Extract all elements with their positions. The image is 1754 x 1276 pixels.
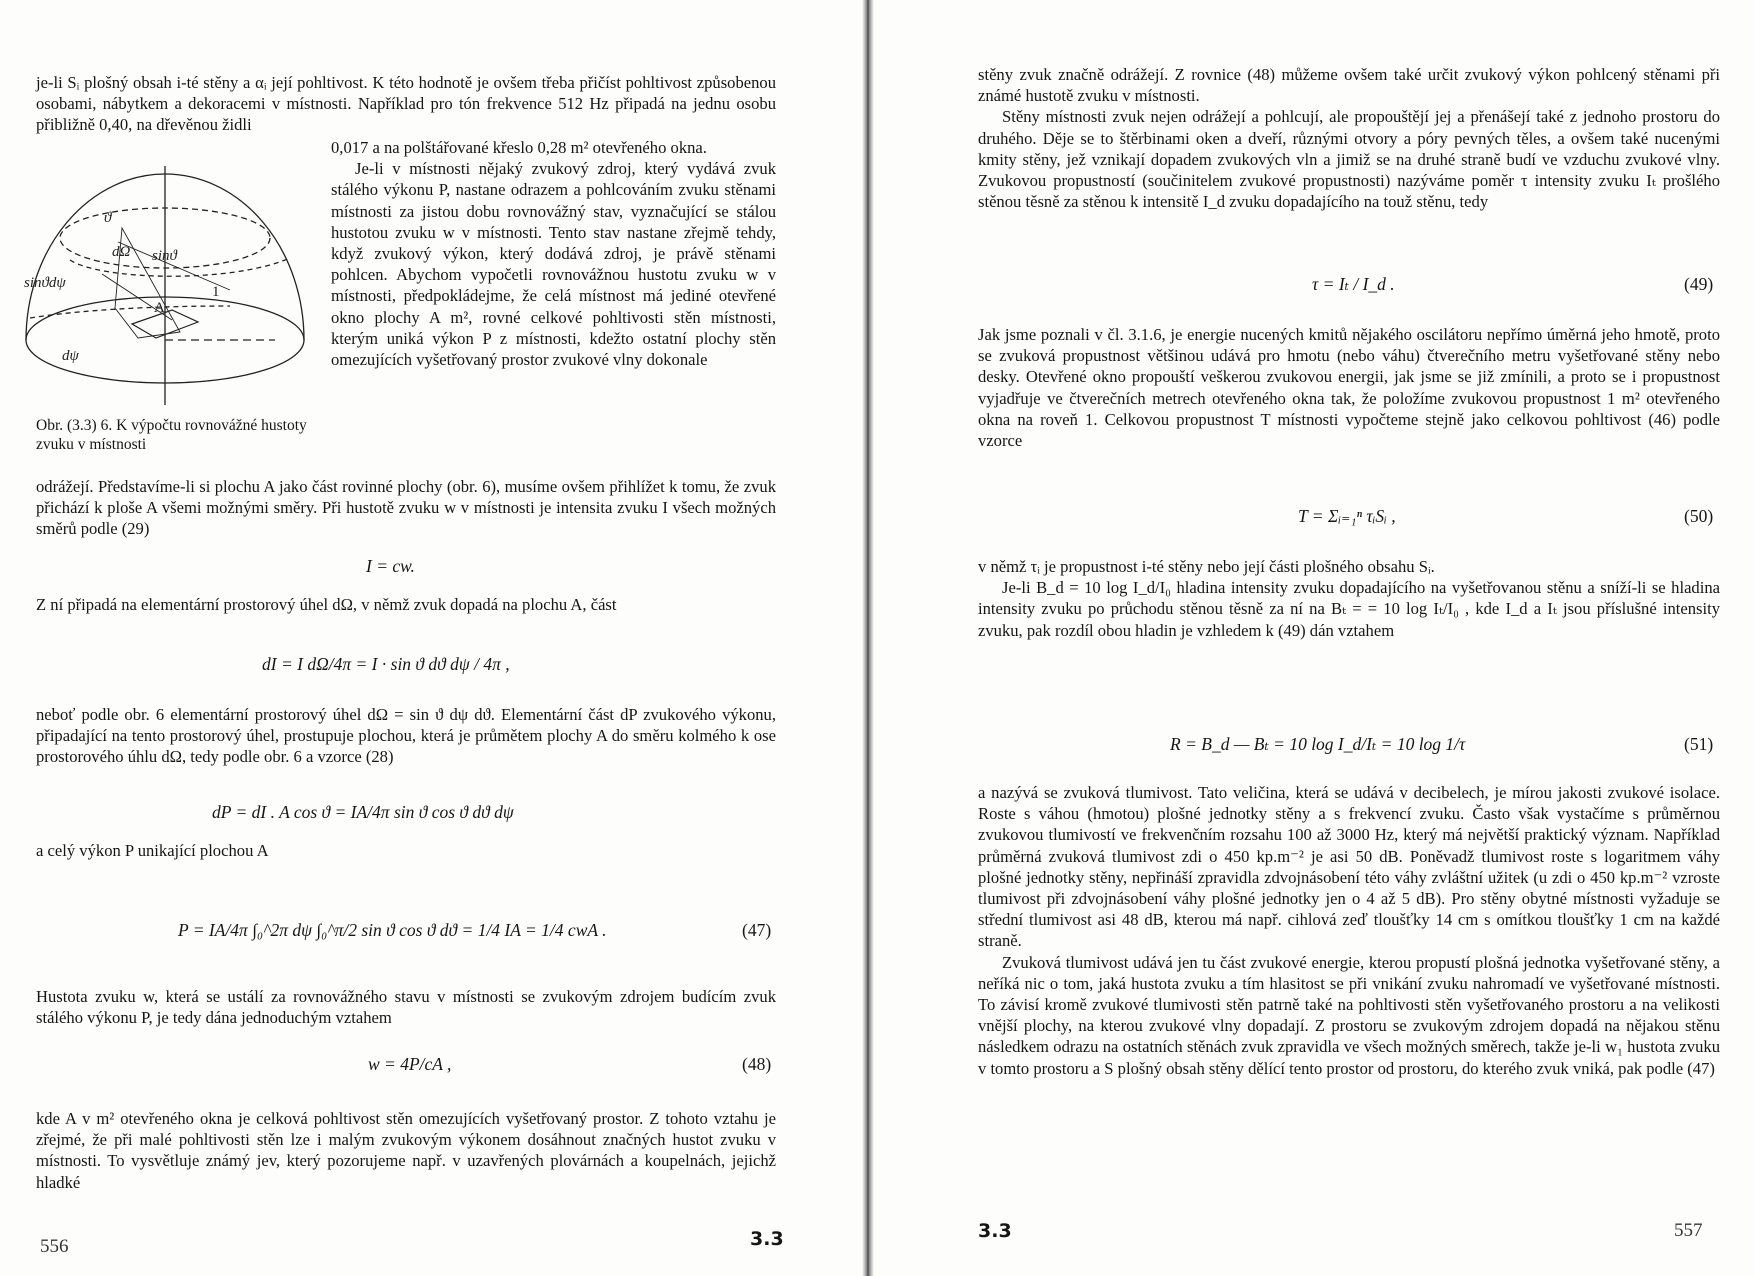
equation-R: R = B_d — Bₜ = 10 log I_d/Iₜ = 10 log 1/τ bbox=[1170, 734, 1466, 754]
equation-T: T = Σᵢ₌₁ⁿ τᵢSᵢ , bbox=[1298, 506, 1396, 526]
page-number-right: 557 bbox=[1674, 1220, 1703, 1241]
equation-dP: dP = dI . A cos ϑ = IA/4π sin ϑ cos ϑ dϑ dψ bbox=[212, 802, 514, 822]
paragraph: Z ní připadá na elementární prostorový úhel dΩ, v němž zvuk dopadá na plochu A, část bbox=[36, 595, 617, 614]
paragraph: 0,017 a na polštářované křeslo 0,28 m² otevřeného okna. bbox=[331, 138, 707, 157]
left-para-3 bbox=[36, 594, 776, 615]
right-page bbox=[874, 0, 1754, 1276]
paragraph: a nazývá se zvuková tlumivost. Tato veličina, která se udává v decibelech, je mírou jakosti zvukové isolace. Roste s váhou (hmotou) plošné jednotky stěny a s frekvencí zvuku. Často však vystačíme s průměrnou zvukovou tlumivostí ve frekvenčním rozsahu 100 až 3000 Hz, který má největší praktický význam. Například průměrná zvuková tlumivost zdi o 450 kp.m⁻² je asi 50 dB. Poněvadž tlumivost roste s logaritmem váhy plošné jednotky stěny, nepřináší zpravidla zdvojnásobení této váhy zvláštní užitek (u zdi o 450 kp.m⁻² vzroste tlumivost při zdvojnásobení váhy plošné jednotky jen o 4 až 5 dB). Pro stěny obytné místnosti vyžaduje se střední tlumivost asi 48 dB, kterou má např. cihlová zeď tloušťky 14 cm s omítkou tloušťky 1 cm na každé straně. bbox=[978, 783, 1720, 951]
equation-number-50: (50) bbox=[1684, 506, 1714, 526]
equation-tau: τ = Iₜ / I_d . bbox=[1312, 274, 1395, 294]
paragraph: Je-li v místnosti nějaký zvukový zdroj, který vydává zvuk stálého výkonu P, nastane odrazem a pohlcováním zvuku stěnami místnosti za jistou dobu rovnovážný stav, vyznačující se stálou hustotou zvuku w v místnosti. Tento stav nastane zřejmě tehdy, když zvukový výkon, který dodává zdroj, je právě stěnami pohlcen. Abychom vypočetli rovnovážnou hustotu zvuku w v místnosti, předpokládejme, že celá místnost má jediné otevřené okno plochy A m², rovné celkové pohltivosti stěn místnosti, kterým uniká výkon P z místnosti, kdežto ostatní plochy stěn omezujících vyšetřovaný prostor zvukové vlny dokonale bbox=[331, 159, 776, 370]
equation-P: P = IA/4π ∫₀^2π dψ ∫₀^π/2 sin ϑ cos ϑ dϑ = 1/4 IA = 1/4 cwA . bbox=[178, 920, 607, 940]
left-para-5 bbox=[36, 840, 776, 861]
right-para-6 bbox=[978, 782, 1720, 1079]
left-para-6 bbox=[36, 986, 776, 1028]
label-one: 1 bbox=[212, 284, 220, 300]
section-number-right: 3.3 bbox=[978, 1220, 1012, 1242]
figure-caption: Obr. (3.3) 6. K výpočtu rovnovážné hustoty zvuku v místnosti bbox=[36, 417, 307, 453]
label-dOmega: dΩ bbox=[112, 244, 131, 260]
hemisphere-figure bbox=[20, 160, 320, 420]
page-number-left: 556 bbox=[40, 1236, 69, 1257]
left-para-7 bbox=[36, 1108, 776, 1193]
equation-w: w = 4P/cA , bbox=[368, 1054, 452, 1074]
equation-number-51: (51) bbox=[1684, 734, 1714, 754]
section-number-left: 3.3 bbox=[750, 1228, 784, 1250]
paragraph: Jak jsme poznali v čl. 3.1.6, je energie nucených kmitů nějakého oscilátoru nepřímo úměrná jeho hmotě, proto se zvuková propustnost většinou udává pro hmotu (nebo váhu) čtverečního metru vyšetřované stěny nebo desky. Otevřené okno propouští veškerou zvukovou energii, jak jsme se již zmínili, a proto se i propustnost vyjadřuje ve čtverečních metrech otevřeného okna tak, že položíme zvukovou propustnost 1 m² otevřeného okna na roveň 1. Celkovou propustnost T místnosti vypočteme stejně jako celkovou pohltivost (46) podle vzorce bbox=[978, 325, 1720, 451]
left-para-2-cont bbox=[36, 476, 776, 540]
label-dpsi: dψ bbox=[62, 348, 79, 364]
paragraph: Stěny místnosti zvuk nejen odrážejí a pohlcují, ale propouštějí jej a přenášejí také z jednoho prostoru do druhého. Děje se to štěrbinami oken a dveří, různými otvory a póry pevných těles, a ovšem také nucenými kmity stěny, jež vznikají dopadem zvukových vln a jimiž se na druhé straně budí ve vzduchu zvukové vlny. Zvukovou propustností (součinitelem zvukové propustnosti) nazýváme poměr τ intensity zvuku Iₜ prošlého stěnou těsně za stěnou k intensitě I_d zvuku dopadajícího na touž stěnu, tedy bbox=[978, 107, 1720, 212]
book-gutter bbox=[862, 0, 874, 1276]
paragraph: odrážejí. Představíme-li si plochu A jako část rovinné plochy (obr. 6), musíme ovšem přihlížet k tomu, že zvuk přichází k ploše A všemi možnými směry. Při hustotě zvuku w v místnosti je intensita zvuku I všech možných směrů podle (29) bbox=[36, 477, 776, 539]
label-sin-theta-dpsi: sinϑdψ bbox=[24, 275, 66, 291]
paragraph: je-li Sᵢ plošný obsah i-té stěny a αᵢ její pohltivost. K této hodnotě je ovšem třeba přičíst pohltivost způsobenou osobami, nábytkem a dekoracemi v místnosti. Například pro tón frekvence 512 Hz připadá na jednu osobu přibližně 0,40, na dřevěnou židli bbox=[36, 73, 776, 135]
equation-number-48: (48) bbox=[742, 1054, 772, 1074]
paragraph: neboť podle obr. 6 elementární prostorový úhel dΩ = sin ϑ dψ dϑ. Elementární část dP zvukového výkonu, připadající na tento prostorový úhel, prostupuje plochou, která je průmětem plochy A do směru kolmého k ose prostorového úhlu dΩ, tedy podle obr. 6 a vzorce (28) bbox=[36, 705, 776, 767]
equation-dI: dI = I dΩ/4π = I · sin ϑ dϑ dψ / 4π , bbox=[262, 654, 510, 674]
paragraph: stěny zvuk značně odrážejí. Z rovnice (48) můžeme ovšem také určit zvukový výkon pohlcený stěnami při známé hustotě zvuku v místnosti. bbox=[978, 65, 1720, 106]
right-para-3 bbox=[978, 324, 1720, 451]
right-para-1 bbox=[978, 64, 1720, 212]
latitude-arc bbox=[70, 258, 290, 276]
left-wrap-column bbox=[331, 137, 776, 370]
equation-number-47: (47) bbox=[742, 920, 772, 940]
paragraph: Zvuková tlumivost udává jen tu část zvukové energie, kterou propustí plošná jednotka vyšetřované stěny, a neříká nic o tom, jaká hustota zvuku a tím hlasitost se při vnikání zvuku nahromadí ve vyšetřované místnosti. To závisí kromě zvukové tlumivosti stěn patrně také na pohltivosti stěn vyšetřovaného prostoru a na velikosti vnější plochy, na kterou zvukové vlny dopadají. Z prostoru se zvukovým zdrojem dopadá na nějakou stěnu následkem odrazu na ostatních stěnách zvuk zpravidla ve všech možných směrech, takže je-li w₁ hustota zvuku v tomto prostoru a S plošný obsah stěny dělící tento prostor od prostoru, do kterého zvuk vniká, pak podle (47) bbox=[978, 952, 1720, 1078]
label-theta: ϑ bbox=[104, 210, 112, 226]
left-para-1 bbox=[36, 72, 776, 136]
right-para-4 bbox=[978, 556, 1720, 641]
paragraph: v němž τᵢ je propustnost i-té stěny nebo její části plošného obsahu Sᵢ. bbox=[978, 557, 1435, 576]
equation-number-49: (49) bbox=[1684, 274, 1714, 294]
label-sin-theta: sinϑ bbox=[152, 248, 177, 264]
paragraph: Hustota zvuku w, která se ustálí za rovnovážného stavu v místnosti se zvukovým zdrojem budícím zvuk stálého výkonu P, je tedy dána jednoduchým vztahem bbox=[36, 987, 776, 1028]
paragraph: kde A v m² otevřeného okna je celková pohltivost stěn omezujících vyšetřovaný prostor. Z tohoto vztahu je zřejmé, že při malé pohltivosti stěn lze i malým zvukovým výkonem dosáhnout značných hustot zvuku v místnosti. To vysvětluje známý jev, který pozorujeme např. v uzavřených plovárnách a koupelnách, jejichž hladké bbox=[36, 1109, 776, 1192]
paragraph: Je-li B_d = 10 log I_d/I₀ hladina intensity zvuku dopadajícího na vyšetřovanou stěnu a sníží-li se hladina intensity zvuku po průchodu stěnou těsně za ní na Bₜ = = 10 log Iₜ/I₀ , kde I_d a Iₜ jsou příslušné intensity zvuku, pak rozdíl obou hladin je vzhledem k (49) dán vztahem bbox=[978, 578, 1720, 640]
left-para-4 bbox=[36, 704, 776, 768]
left-page bbox=[0, 0, 862, 1276]
equation-I: I = cw. bbox=[366, 556, 415, 576]
paragraph: a celý výkon P unikající plochou A bbox=[36, 841, 269, 860]
label-A: A bbox=[154, 300, 165, 316]
